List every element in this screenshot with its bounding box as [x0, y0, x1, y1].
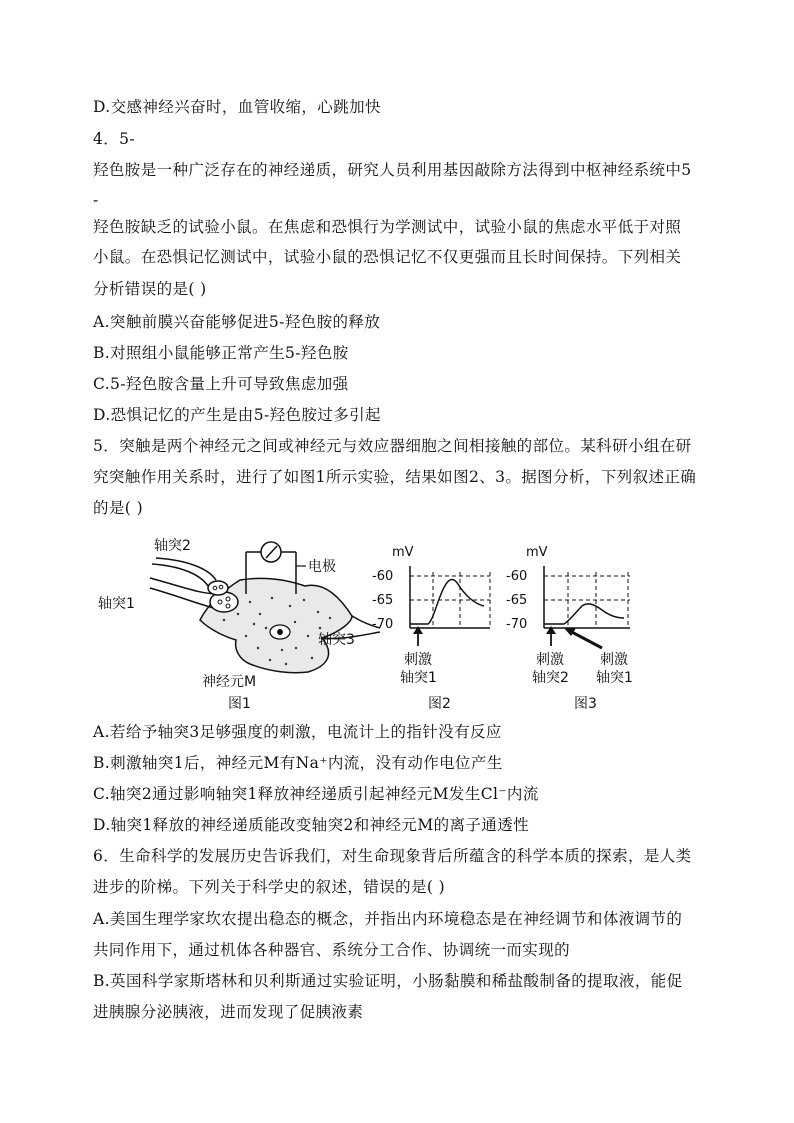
fig2-tick-65: -65: [372, 593, 394, 608]
fig3-stim-a-line1: 刺激: [536, 652, 564, 668]
axon-2-terminal: [208, 581, 228, 595]
option-4a: A.突触前膜兴奋能够促进5-羟色胺的释放: [93, 313, 381, 331]
question-4-stem-line-4: 小鼠。在恐惧记忆测试中，试验小鼠的恐惧记忆不仅更强而且长时间保持。下列相关: [93, 248, 682, 266]
caption-fig1: 图1: [228, 696, 251, 712]
question-5-stem-line-1: 5．突触是两个神经元之间或神经元与效应器细胞之间相接触的部位。某科研小组在研: [93, 437, 692, 455]
synapse-figure-svg: [90, 536, 650, 716]
fig3-stim-b-line1: 刺激: [600, 652, 628, 668]
fig3-tick-65: -65: [506, 593, 528, 608]
fig2-curve: [410, 580, 484, 625]
option-3d: D.交感神经兴奋时，血管收缩，心跳加快: [93, 98, 381, 116]
fig2-potential-chart: [372, 545, 490, 712]
question-6-stem-line-1: 6．生命科学的发展历史告诉我们，对生命现象背后所蕴含的科学本质的探索，是人类: [93, 847, 692, 865]
label-axon-2: 轴突2: [154, 538, 191, 554]
fig3-potential-chart: [506, 545, 633, 712]
label-electrode: 电极: [308, 559, 336, 575]
option-5a: A.若给予轴突3足够强度的刺激，电流计上的指针没有反应: [93, 723, 502, 741]
label-axon-3: 轴突3: [318, 632, 355, 648]
fig2-stim-line2: 轴突1: [400, 670, 437, 686]
option-4d: D.恐惧记忆的产生是由5-羟色胺过多引起: [93, 406, 381, 424]
option-4c: C.5-羟色胺含量上升可导致焦虑加强: [93, 375, 349, 393]
fig3-curve: [544, 604, 624, 624]
label-axon-1: 轴突1: [98, 596, 135, 612]
fig3-stim-a-line2: 轴突2: [532, 670, 569, 686]
label-neuron-m: 神经元M: [202, 674, 257, 690]
fig3-tick-60: -60: [506, 569, 528, 584]
option-6b-line-1: B.英国科学家斯塔林和贝利斯通过实验证明，小肠黏膜和稀盐酸制备的提取液，能促: [93, 972, 683, 990]
question-4-number: 4．5-: [93, 130, 136, 148]
fig2-tick-70: -70: [372, 617, 394, 632]
option-6a-line-2: 共同作用下，通过机体各种器官、系统分工合作、协调统一而实现的: [93, 941, 571, 959]
synapse-figure: [90, 536, 650, 716]
fig3-stim-b-line2: 轴突1: [596, 670, 633, 686]
question-4-stem-line-3: 羟色胺缺乏的试验小鼠。在焦虑和恐惧行为学测试中，试验小鼠的焦虑水平低于对照: [93, 218, 682, 236]
question-4-stem-line-1: 羟色胺是一种广泛存在的神经递质，研究人员利用基因敲除方法得到中枢神经系统中5: [93, 161, 692, 179]
fig2-tick-60: -60: [372, 569, 394, 584]
option-6a-line-1: A.美国生理学家坎农提出稳态的概念，并指出内环境稳态是在神经调节和体液调节的: [93, 910, 683, 928]
fig3-grid: [544, 572, 630, 628]
option-5c: C.轴突2通过影响轴突1释放神经递质引起神经元M发生Cl⁻内流: [93, 785, 539, 803]
option-5d: D.轴突1释放的神经递质能改变轴突2和神经元M的离子通透性: [93, 816, 529, 834]
option-4b: B.对照组小鼠能够正常产生5-羟色胺: [93, 344, 349, 362]
question-4-stem-line-2: -: [93, 191, 99, 209]
fig3-stim-arrow-axon1: [568, 630, 602, 648]
question-5-stem-line-2: 究突触作用关系时，进行了如图1所示实验，结果如图2、3。据图分析，下列叙述正确: [93, 468, 697, 486]
option-6b-line-2: 进胰腺分泌胰液，进而发现了促胰液素: [93, 1003, 364, 1021]
question-5-stem-line-3: 的是( ): [93, 499, 144, 517]
fig2-stim-line1: 刺激: [404, 652, 432, 668]
option-5b: B.刺激轴突1后，神经元M有Na⁺内流，没有动作电位产生: [93, 754, 503, 772]
caption-fig3: 图3: [574, 696, 597, 712]
caption-fig2: 图2: [428, 696, 451, 712]
fig1-neuron-diagram: [98, 538, 380, 712]
fig3-tick-70: -70: [506, 617, 528, 632]
question-4-stem-line-5: 分析错误的是( ): [93, 280, 207, 298]
fig2-unit: mV: [392, 545, 414, 560]
fig3-unit: mV: [526, 545, 548, 560]
question-6-stem-line-2: 进步的阶梯。下列关于科学史的叙述，错误的是( ): [93, 878, 446, 896]
